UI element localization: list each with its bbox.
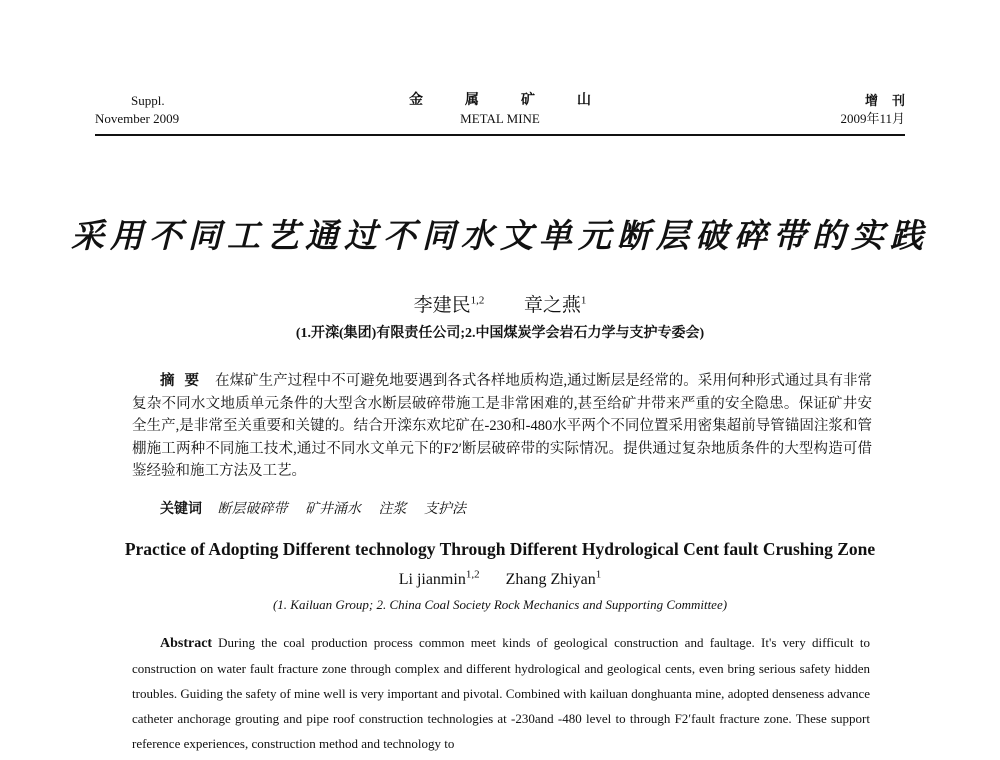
header-left	[95, 92, 295, 128]
paper-title-en: Practice of Adopting Different technology Through Different Hydrological Cent fault Crushing Zone	[124, 539, 876, 559]
authors-en	[0, 568, 1000, 589]
abstract-cn-label: 摘要	[160, 373, 210, 389]
page-header	[95, 92, 919, 132]
journal-name-cn: 金属矿山	[409, 93, 633, 108]
author-affil-mark: 1	[595, 568, 602, 581]
keyword-item: 断层破碎带	[217, 502, 288, 517]
abstract-cn	[132, 370, 872, 483]
author-affil-mark: 1,2	[470, 294, 485, 307]
keyword-item: 注浆	[378, 502, 407, 517]
keyword-item: 矿井涌水	[305, 502, 361, 517]
abstract-en-text: During the coal production process common meet kinds of geological construction and faultage. It's very difficult to construction on water fault fracture zone through complex and different hydrological and geological cents, even bring serious safety hidden troubles. Guiding the safety of mine well is very important and pivotal. Combined with kailuan donghuanta mine, adopted denseness advance catheter anchorage grouting and pipe roof construction technologies at -230and -480 level to through F2′fault fracture zone. These support reference experiences, construction method and technology to	[132, 635, 870, 751]
paper-title-cn: 采用不同工艺通过不同水文单元断层破碎带的实践	[71, 219, 929, 255]
header-date-cn: 2009年11月	[840, 111, 905, 126]
header-right	[705, 92, 919, 128]
author-name: Zhang Zhiyan	[505, 571, 596, 588]
author-affil-mark: 1,2	[465, 568, 480, 581]
header-supplement-cn: 增刊	[864, 93, 919, 108]
keywords-cn-label: 关键词	[160, 502, 202, 517]
affiliations-en: (1. Kailuan Group; 2. China Coal Society Rock Mechanics and Supporting Committee)	[272, 597, 728, 612]
journal-name-en: METAL MINE	[460, 111, 540, 126]
keyword-item: 支护法	[424, 502, 466, 517]
header-divider	[95, 134, 905, 136]
author-name: 李建民	[413, 295, 471, 316]
author-affil-mark: 1	[580, 294, 587, 307]
header-center	[345, 92, 655, 128]
abstract-en	[132, 630, 870, 756]
abstract-en-label: Abstract	[160, 636, 213, 651]
keywords-cn	[160, 498, 480, 518]
header-suppl: Suppl.	[131, 93, 165, 108]
author-name: 章之燕	[523, 295, 581, 316]
abstract-cn-text: 在煤矿生产过程中不可避免地要遇到各式各样地质构造,通过断层是经常的。采用何种形式通过具有非常复杂不同水文地质单元条件的大型含水断层破碎带施工是非常困难的,甚至给矿井带来严重的安全隐患。保证矿井安全生产,是非常至关重要和关键的。结合开滦东欢坨矿在-230和-480水平两个不同位置采用密集超前导管锚固注浆和管棚施工两种不同施工技术,通过不同水文单元下的F2′断层破碎带的实际情况。提供通过复杂地质条件的大型构造可借鉴经验和施工方法及工艺。	[132, 373, 873, 479]
author-name: Li jianmin	[398, 571, 466, 588]
affiliations-cn: (1.开滦(集团)有限责任公司;2.中国煤炭学会岩石力学与支护专委会)	[295, 326, 705, 341]
header-date-en: November 2009	[95, 111, 180, 126]
authors-cn	[0, 290, 1000, 317]
